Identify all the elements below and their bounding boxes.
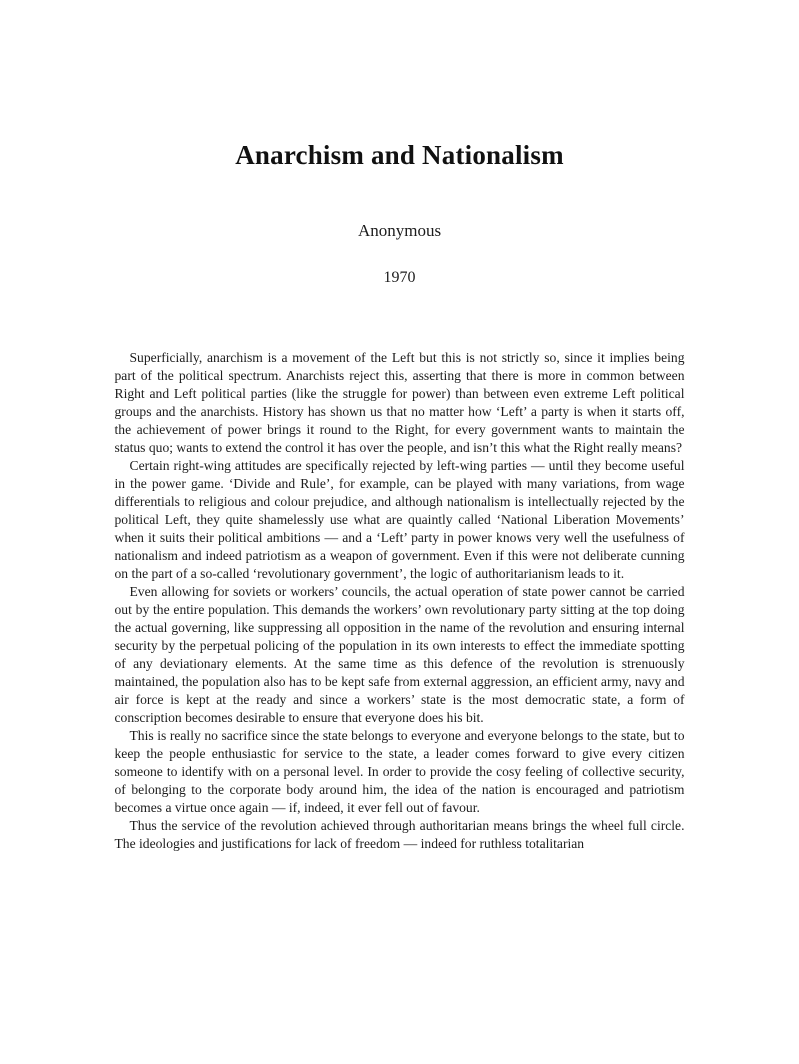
document-title: Anarchism and Nationalism <box>235 140 564 170</box>
document-author: Anonymous <box>357 221 442 240</box>
paragraph-5: Thus the service of the revolution achieved through authoritarian means brings the wheel full circle. The ideologies and justifications for lack of freedom — indeed for ruthless totalitarian <box>114 818 685 851</box>
document-year: 1970 <box>383 269 416 286</box>
paragraph-2: Certain right-wing attitudes are specifically rejected by left-wing parties — until they become useful in the power game. ‘Divide and Rule’, for example, can be played with many variations, from wage differentials to religious and colour prejudice, and although nationalism is intellectually rejected by the political Left, they quite shamelessly use what are quaintly called ‘National Liberation Movements’ when it suits their political ambitions — and a ‘Left’ party in power knows very well the usefulness of nationalism and indeed patriotism as a weapon of government. Even if this were not deliberate cunning on the part of a so-called ‘revolutionary government’, the logic of authoritarianism leads to it. <box>114 458 685 581</box>
paragraph-4: This is really no sacrifice since the state belongs to everyone and everyone belongs to the state, but to keep the people enthusiastic for service to the state, a leader comes forward to give every citizen someone to identify with on a personal level. In order to provide the cosy feeling of collective security, of belonging to the corporate body around him, the idea of the nation is encouraged and patriotism becomes a virtue once again — if, indeed, it ever fell out of favour. <box>114 728 685 815</box>
document-body <box>115 349 685 853</box>
paragraph-3: Even allowing for soviets or workers’ councils, the actual operation of state power cannot be carried out by the entire population. This demands the workers’ own revolutionary party sitting at the top doing the actual governing, like suppressing all opposition in the name of the revolution and ensuring internal security by the perpetual policing of the population in its own interests to effect the immediate spotting of any deviationary elements. At the same time as this defence of the revolution is strenuously maintained, the population also has to be kept safe from external aggression, an efficient army, navy and air force is kept at the ready and since a workers’ state is the most democratic state, a form of conscription becomes desirable to ensure that everyone does his bit. <box>114 584 685 725</box>
paragraph-1: Superficially, anarchism is a movement of the Left but this is not strictly so, since it implies being part of the political spectrum. Anarchists reject this, asserting that there is more in common between Right and Left political parties (like the struggle for power) than between even extreme Left political groups and the anarchists. History has shown us that no matter how ‘Left’ a party is when it starts off, the achievement of power brings it round to the Right, for every government wants to maintain the status quo; wants to extend the control it has over the people, and isn’t this what the Right really means? <box>114 350 685 455</box>
